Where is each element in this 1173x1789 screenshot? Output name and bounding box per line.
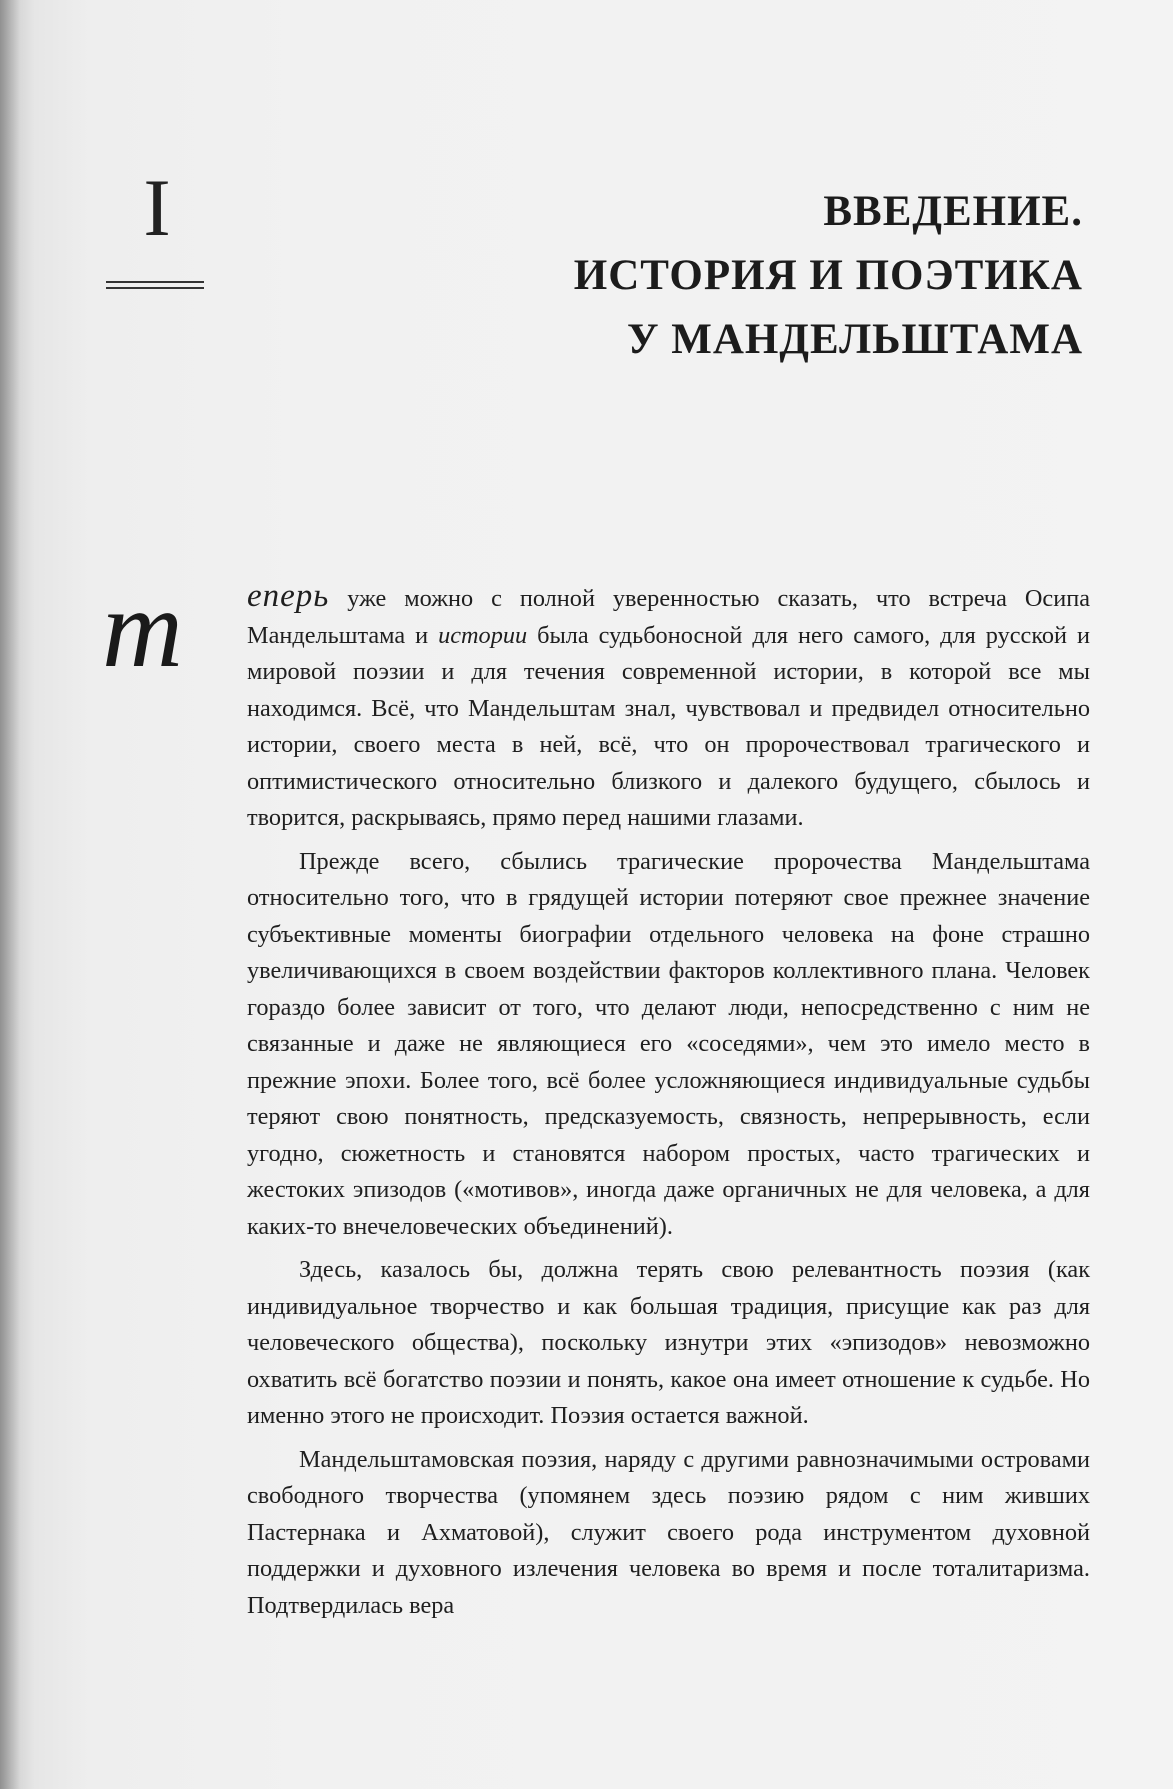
paragraph-1-part-a: уже можно с полной уверенностью сказать, что встреча Осипа Мандельштама и: [247, 585, 1090, 649]
paragraph-1: [102, 567, 1091, 837]
chapter-title-line-2: ИСТОРИЯ И ПОЭТИКА: [573, 252, 1083, 299]
lead-word: еперь: [247, 578, 330, 614]
chapter-title-line-3: У МАНДЕЛЬШТАМА: [626, 316, 1083, 363]
drop-cap: т: [102, 567, 183, 691]
page-gutter-shadow: [0, 0, 20, 1789]
chapter-rule-bottom: [106, 287, 204, 289]
paragraph-1-part-b: была судьбоносной для него самого, для русской и мировой поэзии и для течения современной истории, в которой все мы находимся. Всё, что Мандельштам знал, чувствовал и предвидел относительно истории, своего места в ней, всё, что он пророчествовал трагического и оптимистического относительно близкого и далекого будущего, сбылось и творится, раскрываясь, прямо перед нашими глазами.: [247, 621, 1091, 831]
chapter-rule-top: [106, 281, 204, 283]
chapter-number: I: [143, 162, 171, 253]
body-text: [102, 567, 1091, 1624]
paragraph-2: Прежде всего, сбылись трагические пророчества Мандельштама относительно того, что в грядущей истории потеряют свое прежнее значение субъективные моменты биографии отдельного человека на фоне страшно увеличивающихся в своем воздействии факторов коллективного плана. Человек гораздо более зависит от того, что делают люди, непосредственно с ним не связанные и даже не являющиеся его «соседями», чем это имело место в прежние эпохи. Более того, всё более усложняющиеся индивидуальные судьбы теряют свою понятность, предсказуемость, связность, непрерывность, если угодно, сюжетность и становятся набором простых, часто трагических и жестоких эпизодов («мотивов», иногда даже органичных не для человека, а для каких-то внечеловеческих объединений).: [247, 847, 1090, 1240]
paragraph-3: Здесь, казалось бы, должна терять свою релевантность поэзия (как индивидуальное творчество и как большая традиция, присущие как раз для человеческого общества), поскольку изнутри этих «эпизодов» невозможно охватить всё богатство поэзии и понять, какое она имеет отношение к судьбе. Но именно этого не происходит. Поэзия остается важной.: [247, 1256, 1090, 1429]
chapter-title: [363, 180, 1083, 372]
paragraph-4: Мандельштамовская поэзия, наряду с другими равнозначимыми островами свободного творчества (упомянем здесь поэзию рядом с ним живших Пастернака и Ахматовой), служит своего рода инструментом духовной поддержки и духовного излечения человека во время и после тоталитаризма. Подтвердилась вера: [247, 1445, 1090, 1619]
paragraph-1-italic: истории: [438, 621, 528, 649]
chapter-title-line-1: ВВЕДЕНИЕ.: [823, 188, 1083, 235]
